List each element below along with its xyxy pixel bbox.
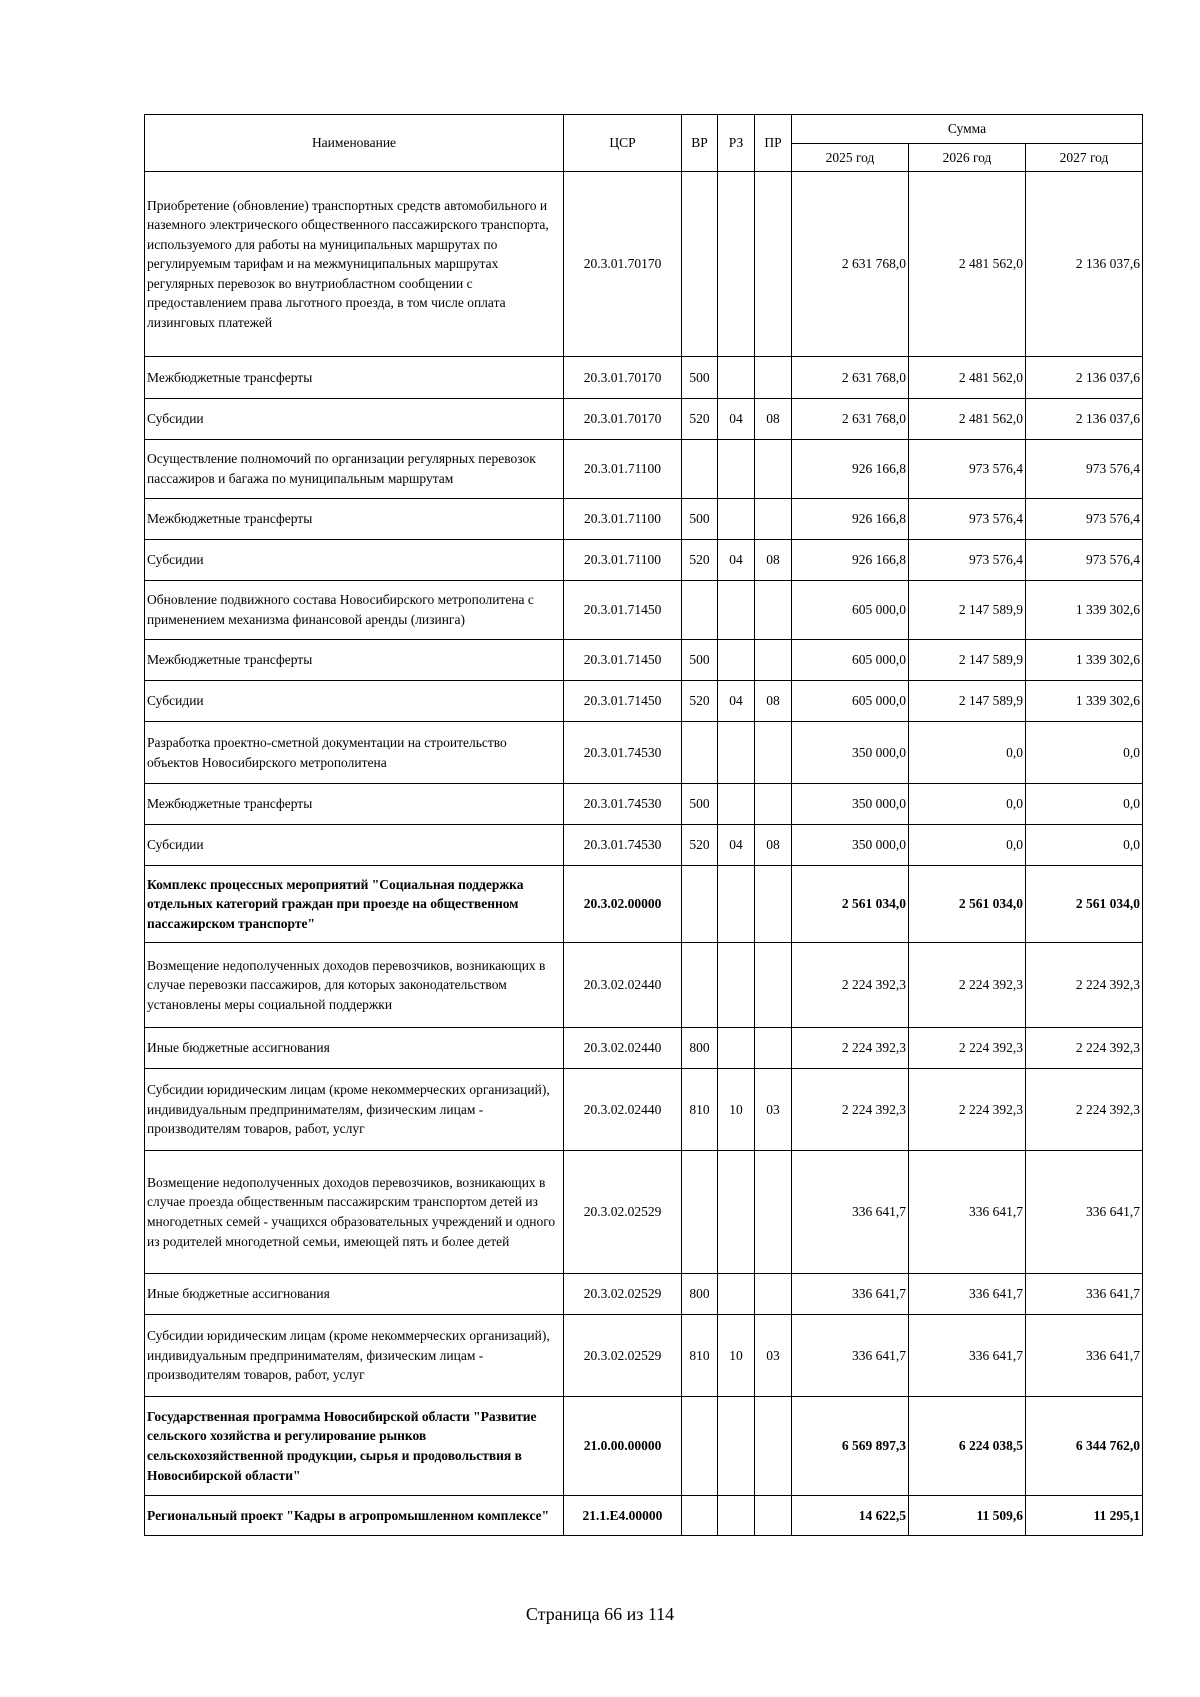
table-row <box>145 825 1143 866</box>
table-row <box>145 172 1143 357</box>
row-vr <box>682 440 718 499</box>
row-vr <box>682 581 718 640</box>
row-sum-2026: 2 481 562,0 <box>909 357 1026 399</box>
row-pr: 08 <box>755 399 792 440</box>
row-sum-2026: 0,0 <box>909 825 1026 866</box>
row-csr: 20.3.01.74530 <box>564 722 682 784</box>
row-sum-2025: 2 224 392,3 <box>792 1028 909 1069</box>
row-csr: 20.3.01.70170 <box>564 399 682 440</box>
row-vr: 500 <box>682 499 718 540</box>
row-pr <box>755 1397 792 1496</box>
table-row <box>145 1151 1143 1274</box>
table-row <box>145 1496 1143 1536</box>
row-sum-2025: 2 561 034,0 <box>792 866 909 943</box>
table-row <box>145 357 1143 399</box>
row-sum-2027: 0,0 <box>1026 825 1143 866</box>
row-name: Возмещение недополученных доходов перевозчиков, возникающих в случае перевозки пассажиров, для которых законодательством установлены меры социальной поддержки <box>145 943 564 1028</box>
row-vr: 810 <box>682 1069 718 1151</box>
row-csr: 20.3.01.71100 <box>564 440 682 499</box>
row-sum-2026: 11 509,6 <box>909 1496 1026 1536</box>
row-rz: 04 <box>718 825 755 866</box>
row-name: Межбюджетные трансферты <box>145 784 564 825</box>
row-sum-2025: 605 000,0 <box>792 640 909 681</box>
row-pr <box>755 640 792 681</box>
table-row <box>145 1397 1143 1496</box>
row-sum-2026: 2 561 034,0 <box>909 866 1026 943</box>
row-rz <box>718 1274 755 1315</box>
row-pr <box>755 722 792 784</box>
row-rz <box>718 866 755 943</box>
table-row <box>145 440 1143 499</box>
row-csr: 20.3.02.00000 <box>564 866 682 943</box>
budget-table <box>144 114 1143 1536</box>
row-rz <box>718 943 755 1028</box>
row-sum-2027: 1 339 302,6 <box>1026 581 1143 640</box>
row-sum-2027: 2 136 037,6 <box>1026 399 1143 440</box>
header-year-2027: 2027 год <box>1026 144 1143 172</box>
row-sum-2025: 2 224 392,3 <box>792 1069 909 1151</box>
table-row <box>145 1315 1143 1397</box>
row-vr <box>682 1151 718 1274</box>
row-pr <box>755 172 792 357</box>
row-pr: 03 <box>755 1315 792 1397</box>
row-rz <box>718 640 755 681</box>
row-rz <box>718 499 755 540</box>
table-row <box>145 581 1143 640</box>
row-pr <box>755 943 792 1028</box>
row-csr: 20.3.01.74530 <box>564 825 682 866</box>
row-sum-2025: 926 166,8 <box>792 540 909 581</box>
row-name: Региональный проект "Кадры в агропромышленном комплексе" <box>145 1496 564 1536</box>
row-sum-2025: 336 641,7 <box>792 1315 909 1397</box>
row-sum-2025: 14 622,5 <box>792 1496 909 1536</box>
row-rz <box>718 1028 755 1069</box>
row-csr: 21.1.Е4.00000 <box>564 1496 682 1536</box>
row-vr <box>682 866 718 943</box>
header-sum: Сумма <box>792 115 1143 144</box>
row-pr: 03 <box>755 1069 792 1151</box>
row-csr: 21.0.00.00000 <box>564 1397 682 1496</box>
header-name: Наименование <box>145 115 564 172</box>
row-csr: 20.3.02.02529 <box>564 1151 682 1274</box>
row-vr <box>682 722 718 784</box>
row-name: Приобретение (обновление) транспортных средств автомобильного и наземного электрического общественного пассажирского транспорта, используемого для работы на муниципальных маршрутах по регулируемым тарифам и на межмуниципальных маршрутах регулярных перевозок во внутриобластном сообщении с предоставлением права льготного проезда, в том числе оплата лизинговых платежей <box>145 172 564 357</box>
header-year-2025: 2025 год <box>792 144 909 172</box>
row-vr: 520 <box>682 399 718 440</box>
row-sum-2026: 2 224 392,3 <box>909 943 1026 1028</box>
row-name: Субсидии <box>145 825 564 866</box>
row-sum-2027: 0,0 <box>1026 784 1143 825</box>
row-csr: 20.3.01.71450 <box>564 581 682 640</box>
row-sum-2025: 2 631 768,0 <box>792 357 909 399</box>
header-pr: ПР <box>755 115 792 172</box>
row-csr: 20.3.01.74530 <box>564 784 682 825</box>
row-sum-2026: 336 641,7 <box>909 1274 1026 1315</box>
row-name: Обновление подвижного состава Новосибирского метрополитена с применением механизма финансовой аренды (лизинга) <box>145 581 564 640</box>
row-name: Субсидии юридическим лицам (кроме некоммерческих организаций), индивидуальным предпринимателям, физическим лицам - производителям товаров, работ, услуг <box>145 1315 564 1397</box>
row-name: Иные бюджетные ассигнования <box>145 1028 564 1069</box>
row-vr: 520 <box>682 540 718 581</box>
row-sum-2025: 350 000,0 <box>792 722 909 784</box>
header-rz: РЗ <box>718 115 755 172</box>
row-rz <box>718 581 755 640</box>
header-vr: ВР <box>682 115 718 172</box>
row-sum-2025: 605 000,0 <box>792 681 909 722</box>
row-sum-2026: 336 641,7 <box>909 1151 1026 1274</box>
row-name: Иные бюджетные ассигнования <box>145 1274 564 1315</box>
row-csr: 20.3.02.02440 <box>564 1028 682 1069</box>
row-pr <box>755 784 792 825</box>
row-pr <box>755 1496 792 1536</box>
row-csr: 20.3.01.70170 <box>564 172 682 357</box>
row-sum-2027: 336 641,7 <box>1026 1151 1143 1274</box>
row-pr: 08 <box>755 540 792 581</box>
row-csr: 20.3.01.71100 <box>564 540 682 581</box>
page-number: Страница 66 из 114 <box>525 1604 675 1624</box>
row-vr: 500 <box>682 357 718 399</box>
row-pr: 08 <box>755 825 792 866</box>
table-row <box>145 1274 1143 1315</box>
row-sum-2026: 0,0 <box>909 722 1026 784</box>
row-sum-2027: 2 224 392,3 <box>1026 943 1143 1028</box>
table-row <box>145 1069 1143 1151</box>
row-rz: 04 <box>718 681 755 722</box>
row-sum-2027: 1 339 302,6 <box>1026 681 1143 722</box>
row-name: Межбюджетные трансферты <box>145 640 564 681</box>
row-pr <box>755 581 792 640</box>
row-sum-2026: 973 576,4 <box>909 440 1026 499</box>
row-name: Субсидии <box>145 540 564 581</box>
row-csr: 20.3.01.71450 <box>564 640 682 681</box>
row-sum-2026: 2 481 562,0 <box>909 172 1026 357</box>
row-vr: 520 <box>682 681 718 722</box>
row-rz <box>718 784 755 825</box>
row-vr <box>682 943 718 1028</box>
row-name: Комплекс процессных мероприятий "Социальная поддержка отдельных категорий граждан при проезде на общественном пассажирском транспорте" <box>145 866 564 943</box>
row-sum-2027: 336 641,7 <box>1026 1274 1143 1315</box>
row-pr <box>755 1274 792 1315</box>
row-sum-2027: 336 641,7 <box>1026 1315 1143 1397</box>
row-csr: 20.3.01.71450 <box>564 681 682 722</box>
row-csr: 20.3.02.02529 <box>564 1274 682 1315</box>
table-row <box>145 943 1143 1028</box>
row-rz: 04 <box>718 399 755 440</box>
row-rz: 10 <box>718 1315 755 1397</box>
row-sum-2026: 2 147 589,9 <box>909 681 1026 722</box>
row-csr: 20.3.02.02440 <box>564 1069 682 1151</box>
row-sum-2025: 6 569 897,3 <box>792 1397 909 1496</box>
table-row <box>145 640 1143 681</box>
row-pr <box>755 866 792 943</box>
row-sum-2027: 973 576,4 <box>1026 499 1143 540</box>
row-sum-2026: 2 147 589,9 <box>909 640 1026 681</box>
table-row <box>145 866 1143 943</box>
row-name: Разработка проектно-сметной документации на строительство объектов Новосибирского метрополитена <box>145 722 564 784</box>
row-sum-2025: 336 641,7 <box>792 1274 909 1315</box>
row-rz <box>718 172 755 357</box>
row-vr <box>682 172 718 357</box>
row-sum-2025: 926 166,8 <box>792 440 909 499</box>
row-pr <box>755 1151 792 1274</box>
row-pr <box>755 499 792 540</box>
row-sum-2026: 6 224 038,5 <box>909 1397 1026 1496</box>
row-sum-2025: 926 166,8 <box>792 499 909 540</box>
row-csr: 20.3.01.71100 <box>564 499 682 540</box>
row-sum-2026: 336 641,7 <box>909 1315 1026 1397</box>
row-sum-2025: 350 000,0 <box>792 825 909 866</box>
row-vr: 520 <box>682 825 718 866</box>
row-rz <box>718 722 755 784</box>
row-sum-2027: 2 561 034,0 <box>1026 866 1143 943</box>
row-rz <box>718 1397 755 1496</box>
row-name: Субсидии <box>145 399 564 440</box>
row-sum-2025: 605 000,0 <box>792 581 909 640</box>
row-pr <box>755 440 792 499</box>
row-rz <box>718 1151 755 1274</box>
row-sum-2026: 2 224 392,3 <box>909 1028 1026 1069</box>
row-vr <box>682 1496 718 1536</box>
row-rz <box>718 1496 755 1536</box>
row-sum-2027: 973 576,4 <box>1026 540 1143 581</box>
table-row <box>145 499 1143 540</box>
row-sum-2027: 11 295,1 <box>1026 1496 1143 1536</box>
row-sum-2027: 0,0 <box>1026 722 1143 784</box>
row-sum-2025: 2 631 768,0 <box>792 399 909 440</box>
row-sum-2027: 2 224 392,3 <box>1026 1069 1143 1151</box>
row-name: Субсидии <box>145 681 564 722</box>
row-name: Межбюджетные трансферты <box>145 357 564 399</box>
row-rz <box>718 440 755 499</box>
row-sum-2026: 2 147 589,9 <box>909 581 1026 640</box>
row-csr: 20.3.02.02440 <box>564 943 682 1028</box>
table-row <box>145 1028 1143 1069</box>
table-row <box>145 399 1143 440</box>
row-sum-2026: 0,0 <box>909 784 1026 825</box>
row-name: Субсидии юридическим лицам (кроме некоммерческих организаций), индивидуальным предпринимателям, физическим лицам - производителям товаров, работ, услуг <box>145 1069 564 1151</box>
row-rz <box>718 357 755 399</box>
row-sum-2027: 6 344 762,0 <box>1026 1397 1143 1496</box>
row-vr <box>682 1397 718 1496</box>
table-body <box>145 172 1143 1536</box>
row-sum-2026: 2 481 562,0 <box>909 399 1026 440</box>
row-name: Межбюджетные трансферты <box>145 499 564 540</box>
row-name: Государственная программа Новосибирской области "Развитие сельского хозяйства и регулирование рынков сельскохозяйственной продукции, сырья и продовольствия в Новосибирской области" <box>145 1397 564 1496</box>
table-row <box>145 681 1143 722</box>
row-pr <box>755 1028 792 1069</box>
table-row <box>145 540 1143 581</box>
row-name: Осуществление полномочий по организации регулярных перевозок пассажиров и багажа по муниципальным маршрутам <box>145 440 564 499</box>
row-sum-2025: 350 000,0 <box>792 784 909 825</box>
row-sum-2027: 2 136 037,6 <box>1026 172 1143 357</box>
row-pr: 08 <box>755 681 792 722</box>
row-name: Возмещение недополученных доходов перевозчиков, возникающих в случае проезда общественным пассажирским транспортом детей из многодетных семей - учащихся образовательных учреждений и одного из родителей многодетной семьи, имеющей пять и более детей <box>145 1151 564 1274</box>
row-sum-2027: 1 339 302,6 <box>1026 640 1143 681</box>
row-vr: 500 <box>682 784 718 825</box>
row-pr <box>755 357 792 399</box>
header-year-2026: 2026 год <box>909 144 1026 172</box>
row-rz: 04 <box>718 540 755 581</box>
row-sum-2027: 2 136 037,6 <box>1026 357 1143 399</box>
row-vr: 800 <box>682 1274 718 1315</box>
row-rz: 10 <box>718 1069 755 1151</box>
row-sum-2027: 2 224 392,3 <box>1026 1028 1143 1069</box>
row-sum-2026: 2 224 392,3 <box>909 1069 1026 1151</box>
row-sum-2025: 336 641,7 <box>792 1151 909 1274</box>
row-sum-2025: 2 224 392,3 <box>792 943 909 1028</box>
row-vr: 800 <box>682 1028 718 1069</box>
table-row <box>145 784 1143 825</box>
row-sum-2026: 973 576,4 <box>909 499 1026 540</box>
row-sum-2027: 973 576,4 <box>1026 440 1143 499</box>
table-row <box>145 722 1143 784</box>
row-sum-2026: 973 576,4 <box>909 540 1026 581</box>
row-vr: 810 <box>682 1315 718 1397</box>
row-csr: 20.3.02.02529 <box>564 1315 682 1397</box>
header-csr: ЦСР <box>564 115 682 172</box>
row-csr: 20.3.01.70170 <box>564 357 682 399</box>
row-sum-2025: 2 631 768,0 <box>792 172 909 357</box>
row-vr: 500 <box>682 640 718 681</box>
